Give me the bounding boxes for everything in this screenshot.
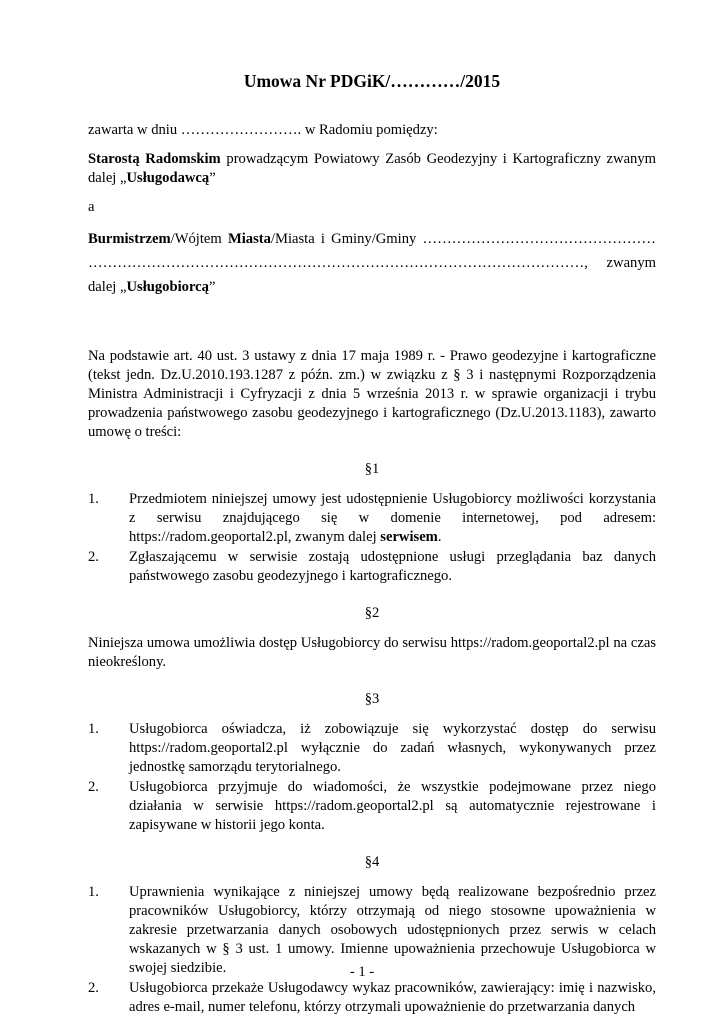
list-item-end: .	[437, 529, 442, 545]
list-item-text: Zgłaszającemu w serwisie zostają udostępnione usługi przeglądania baz danych państwowego zasobu geodezyjnego i kartograficznego.	[129, 549, 656, 584]
page-number: - 1 -	[349, 964, 375, 980]
section-4-list	[88, 883, 656, 1017]
section-2-heading: §2	[364, 605, 380, 621]
list-item	[88, 720, 656, 777]
list-item	[88, 778, 656, 835]
list-item-number: 2.	[88, 549, 99, 565]
party-1-name: Starostą Radomskim	[88, 151, 221, 167]
list-item-number: 2.	[88, 779, 99, 795]
party-2-title-1: Burmistrzem	[88, 231, 171, 247]
party-2	[88, 227, 656, 299]
section-4-heading: §4	[364, 854, 380, 870]
list-item-number: 1.	[88, 491, 99, 507]
section-1-list	[88, 490, 656, 586]
conjunction: a	[88, 199, 95, 215]
section-3-list	[88, 720, 656, 835]
list-item-text: Usługobiorca oświadcza, iż zobowiązuje się wykorzystać dostęp do serwisu https://radom.geoportal2.pl wyłącznie do zadań własnych, wykonywanych przez jednostkę samorządu terytorialnego.	[129, 721, 656, 775]
preamble: Na podstawie art. 40 ust. 3 ustawy z dnia 17 maja 1989 r. - Prawo geodezyjne i kartograficzne (tekst jedn. Dz.U.2010.193.1287 z późn. zm.) w związku z § 3 i następnymi Rozporządzenia Ministra Administracji i Cyfryzacji z dnia 5 września 2013 r. w sprawie organizacji i trybu prowadzenia państwowego zasobu geodezyjnego i kartograficznego (Dz.U.2013.1183), zawarto umowę o treści:	[88, 348, 656, 440]
list-item-number: 1.	[88, 721, 99, 737]
section-2-text: Niniejsza umowa umożliwia dostęp Usługobiorcy do serwisu https://radom.geoportal2.pl na czas nieokreślony.	[88, 635, 656, 670]
list-item-number: 2.	[88, 980, 99, 996]
party-2-quote-close: ”	[208, 279, 216, 295]
document-title: Umowa Nr PDGiK/…………/2015	[243, 71, 501, 91]
list-item	[88, 490, 656, 547]
section-3-heading: §3	[364, 691, 380, 707]
document-page	[88, 60, 656, 1018]
list-item-number: 1.	[88, 884, 99, 900]
party-1-role: Usługodawcą	[126, 170, 210, 186]
party-1	[88, 150, 656, 188]
list-item-text: Usługobiorca przekaże Usługodawcy wykaz pracowników, zawierający: imię i nazwisko, adres e-mail, numer telefonu, którzy otrzymali upoważnienie do przetwarzania danych	[129, 980, 656, 1015]
party-2-role: Usługobiorcą	[126, 279, 209, 295]
party-2-text-1: /Wójtem	[170, 231, 228, 247]
list-item-text: Przedmiotem niniejszej umowy jest udostępnienie Usługobiorcy możliwości korzystania z serwisu znajdującego się w domenie internetowej, pod adresem: https://radom.geoportal2.pl, zwanym dalej	[129, 491, 656, 545]
intro-line: zawarta w dniu ……………………. w Radomiu pomiędzy:	[88, 122, 438, 138]
party-2-title-2: Miasta	[227, 231, 271, 247]
party-2-text-2: /Miasta i Gminy/Gminy ………………………………………… …………………………………………………………………………………………, zwanym dalej „	[88, 231, 656, 295]
party-1-desc: prowadzącym Powiatowy Zasób Geodezyjny i Kartograficzny zwanym dalej „	[88, 151, 656, 186]
list-item-text: Usługobiorca przyjmuje do wiadomości, że wszystkie podejmowane przez niego działania w serwisie https://radom.geoportal2.pl są automatycznie rejestrowane i zapisywane w historii jego konta.	[129, 779, 656, 833]
section-1-heading: §1	[364, 461, 380, 477]
party-1-quote-close: ”	[209, 170, 216, 186]
list-item	[88, 979, 656, 1017]
list-item	[88, 548, 656, 586]
defined-term: serwisem	[380, 529, 438, 545]
list-item-text: Uprawnienia wynikające z niniejszej umowy będą realizowane bezpośrednio przez pracowników Usługobiorcy, którzy otrzymają od niego stosowne upoważnienia w zakresie przetwarzania danych osobowych udostępnionych przez serwis w celach wskazanych w § 3 ust. 1 umowy. Imienne upoważnienia przechowuje Usługobiorca w swojej siedzibie.	[129, 884, 656, 976]
